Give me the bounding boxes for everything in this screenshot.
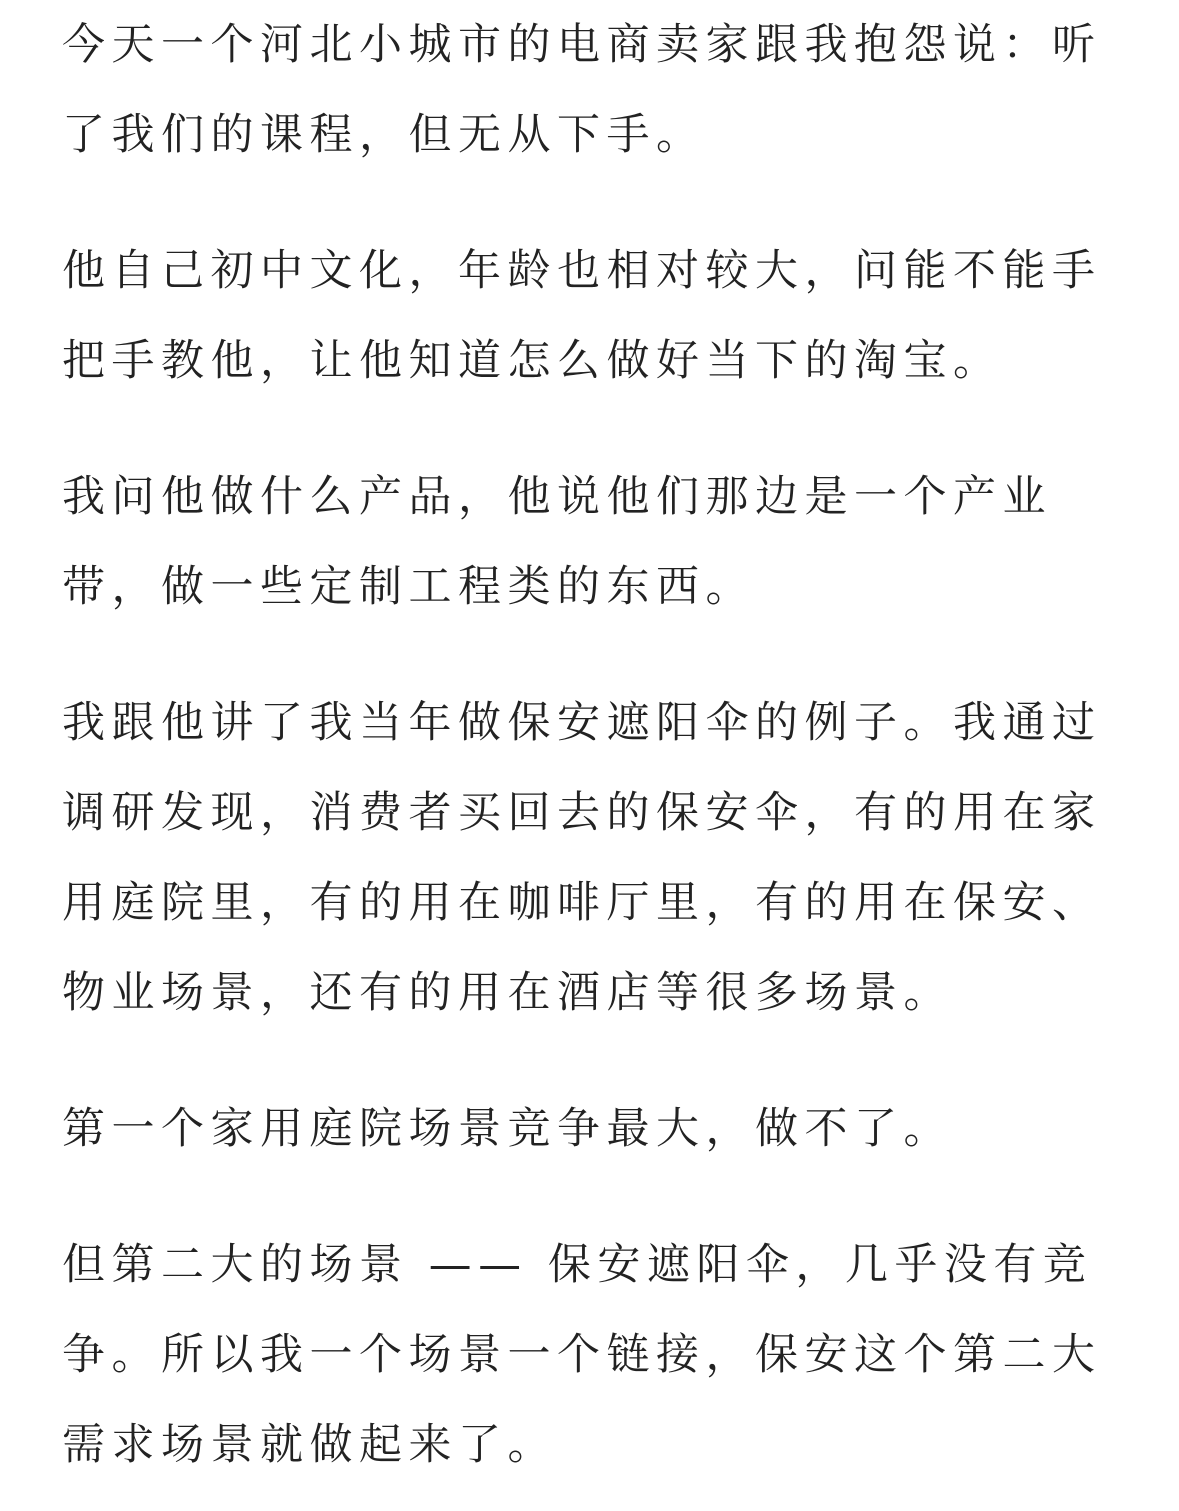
paragraph-first-scene [62,1084,1122,1174]
text-line: 用庭院里，有的用在咖啡厅里，有的用在保安、 [62,878,1102,928]
text-line: 但第二大的场景 —— 保安遮阳伞，几乎没有竞 [62,1240,1093,1290]
paragraph-complaint [62,0,1122,180]
text-line: 我跟他讲了我当年做保安遮阳伞的例子。我通过 [62,698,1102,748]
article-body [62,0,1122,1490]
text-line: 第一个家用庭院场景竞争最大，做不了。 [62,1104,953,1154]
text-line: 我问他做什么产品，他说他们那边是一个产业 [62,472,1052,522]
text-line: 物业场景，还有的用在酒店等很多场景。 [62,968,953,1018]
text-line: 今天一个河北小城市的电商卖家跟我抱怨说：听 [62,20,1102,70]
paragraph-product [62,452,1122,632]
text-line: 他自己初中文化，年龄也相对较大，问能不能手 [62,246,1102,296]
paragraph-background [62,226,1122,406]
text-line: 把手教他，让他知道怎么做好当下的淘宝。 [62,336,1003,386]
text-line: 带，做一些定制工程类的东西。 [62,562,755,612]
text-line: 需求场景就做起来了。 [62,1420,557,1470]
text-line: 了我们的课程，但无从下手。 [62,110,706,160]
paragraph-example [62,678,1122,1038]
text-line: 调研发现，消费者买回去的保安伞，有的用在家 [62,788,1102,838]
text-line: 争。所以我一个场景一个链接，保安这个第二大 [62,1330,1102,1380]
paragraph-second-scene [62,1220,1122,1490]
